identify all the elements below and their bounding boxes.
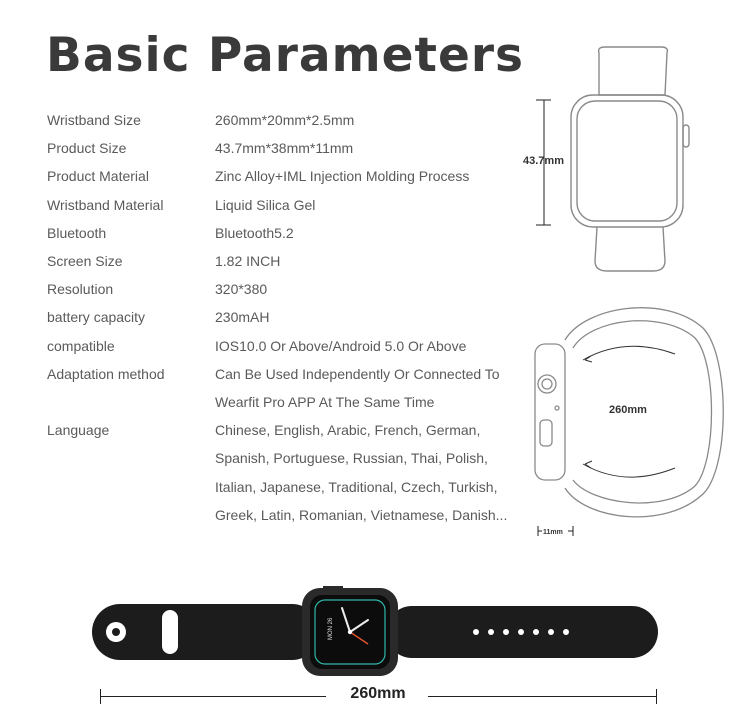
- parameter-value-line: Liquid Silica Gel: [215, 196, 316, 213]
- parameter-label: compatible: [47, 337, 115, 354]
- parameter-value-line: Bluetooth5.2: [215, 224, 294, 241]
- parameter-row: [47, 303, 527, 331]
- watch-date: MON 26: [328, 617, 334, 640]
- watch-body-side: [535, 344, 565, 480]
- parameter-label: Language: [47, 422, 110, 439]
- parameter-value: [215, 303, 527, 331]
- parameter-value-line: Can Be Used Independently Or Connected To: [215, 365, 500, 382]
- watch-front-diagram: [515, 45, 705, 280]
- parameter-value: [215, 162, 527, 190]
- height-dimension-label: 43.7mm: [523, 155, 564, 167]
- parameter-label: Screen Size: [47, 253, 123, 270]
- parameter-row: [47, 416, 527, 529]
- parameter-label: Bluetooth: [47, 224, 107, 241]
- parameter-value: [215, 106, 527, 134]
- parameter-row: [47, 191, 527, 219]
- parameter-value: [215, 191, 527, 219]
- strap-length-label: 260mm: [350, 685, 406, 702]
- strap-loop: [162, 610, 178, 654]
- parameter-value: [215, 219, 527, 247]
- parameter-row: [47, 332, 527, 360]
- parameter-value-line: Spanish, Portuguese, Russian, Thai, Polish,: [215, 450, 488, 467]
- top-strap-outline: [599, 47, 668, 95]
- parameter-value: [215, 332, 527, 360]
- bottom-strap-outline: [595, 227, 665, 271]
- parameter-value-line: 43.7mm*38mm*11mm: [215, 140, 354, 157]
- parameter-row: [47, 275, 527, 303]
- parameter-value-line: Italian, Japanese, Traditional, Czech, Turkish,: [215, 478, 498, 495]
- parameter-list: [47, 106, 527, 529]
- watch-side-diagram: [525, 298, 735, 543]
- parameter-label: Product Material: [47, 168, 149, 185]
- parameter-value-line: Chinese, English, Arabic, French, German,: [215, 422, 481, 439]
- parameter-label: Adaptation method: [47, 365, 165, 382]
- parameter-value: [215, 247, 527, 275]
- parameter-value: [215, 416, 527, 529]
- strap-length-dimension: [98, 684, 658, 710]
- parameter-row: [47, 247, 527, 275]
- parameter-label: Wristband Material: [47, 196, 164, 213]
- parameter-value: [215, 134, 527, 162]
- parameter-label: Product Size: [47, 140, 127, 157]
- parameter-value: [215, 275, 527, 303]
- parameter-row: [47, 106, 527, 134]
- parameter-value-line: Wearfit Pro APP At The Same Time: [215, 394, 435, 411]
- watch-case-outline: [571, 95, 683, 227]
- parameter-value-line: 230mAH: [215, 309, 270, 326]
- parameter-value-line: Greek, Latin, Romanian, Vietnamese, Danish...: [215, 506, 508, 523]
- page-title: Basic Parameters: [46, 28, 524, 83]
- parameter-row: [47, 134, 527, 162]
- parameter-row: [47, 162, 527, 190]
- parameter-value-line: 260mm*20mm*2.5mm: [215, 112, 355, 128]
- watch-strap-photo: [86, 580, 666, 680]
- strap-left: [92, 604, 320, 660]
- circumference-label: 260mm: [609, 404, 647, 416]
- parameter-label: Wristband Size: [47, 112, 141, 128]
- parameter-label: Resolution: [47, 281, 114, 298]
- parameter-label: battery capacity: [47, 309, 146, 326]
- parameter-value-line: 320*380: [215, 281, 268, 298]
- parameter-value: [215, 360, 527, 416]
- thickness-label: 11mm: [543, 529, 563, 536]
- parameter-value-line: 1.82 INCH: [215, 253, 281, 270]
- parameter-value-line: IOS10.0 Or Above/Android 5.0 Or Above: [215, 337, 467, 354]
- parameter-row: [47, 360, 527, 416]
- parameter-value-line: Zinc Alloy+IML Injection Molding Process: [215, 168, 470, 185]
- parameter-row: [47, 219, 527, 247]
